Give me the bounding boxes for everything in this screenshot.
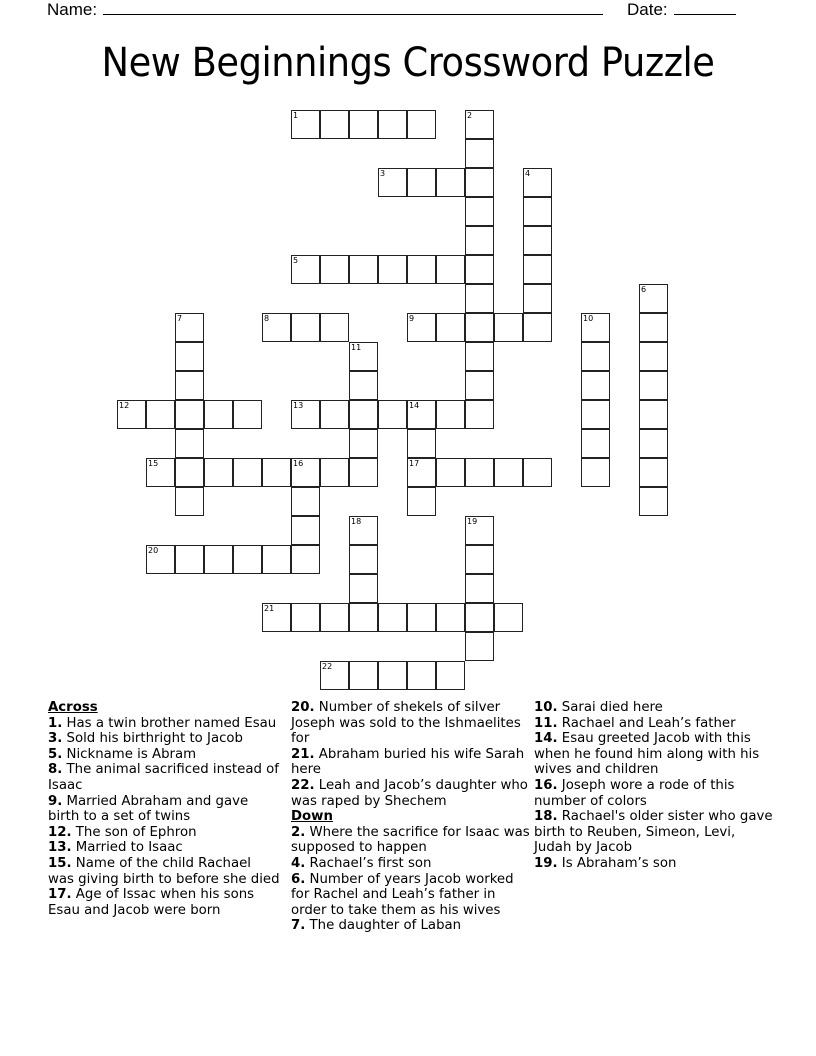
clue-text: Where the sacrifice for Isaac was supposed to happen xyxy=(291,824,530,856)
clue-text: Married Abraham and gave birth to a set of twins xyxy=(48,793,249,825)
down-clue xyxy=(534,700,774,716)
clue-number: 14. xyxy=(534,731,558,747)
grid-cell[interactable] xyxy=(581,313,610,342)
grid-cell[interactable] xyxy=(465,313,494,342)
clue-number: 11 xyxy=(351,343,362,352)
grid-cell[interactable] xyxy=(233,400,262,429)
grid-cell[interactable] xyxy=(436,458,465,487)
clue-number: 13 xyxy=(293,401,304,410)
grid-cell[interactable] xyxy=(407,400,436,429)
clue-text: Sold his birthright to Jacob xyxy=(62,731,243,747)
grid-cell[interactable] xyxy=(465,110,494,139)
clue-number: 16 xyxy=(293,459,304,468)
grid-cell[interactable] xyxy=(465,284,494,313)
clue-number: 8. xyxy=(48,762,63,778)
clue-number: 2 xyxy=(467,111,473,120)
grid-cell[interactable] xyxy=(291,255,320,284)
across-clue xyxy=(48,747,280,763)
grid-cell[interactable] xyxy=(465,168,494,197)
clue-text: The animal sacrificed instead of Isaac xyxy=(48,762,279,793)
grid-cell[interactable] xyxy=(465,371,494,400)
grid-cell[interactable] xyxy=(146,545,175,574)
clue-text: Joseph wore a rode of this number of colors xyxy=(534,777,735,809)
clue-text: Number of shekels of silver Joseph was sold to the Ishmaelites for xyxy=(291,700,521,747)
grid-cell[interactable] xyxy=(349,429,378,458)
grid-cell[interactable] xyxy=(204,400,233,429)
grid-cell[interactable] xyxy=(465,603,494,632)
clue-number: 6 xyxy=(641,285,647,294)
grid-cell[interactable] xyxy=(465,342,494,371)
clue-number: 21 xyxy=(264,604,275,613)
clue-number: 12 xyxy=(119,401,130,410)
clue-text: Number of years Jacob worked for Rachel and Leah’s father in order to take them as his wives xyxy=(291,871,514,918)
grid-cell[interactable] xyxy=(407,168,436,197)
across-clue xyxy=(48,856,280,887)
grid-cell[interactable] xyxy=(320,110,349,139)
clue-number: 18. xyxy=(534,809,558,825)
down-clue-list-continued xyxy=(534,700,774,872)
grid-cell[interactable] xyxy=(523,458,552,487)
clue-number: 13. xyxy=(48,840,72,856)
grid-cell[interactable] xyxy=(349,371,378,400)
grid-cell[interactable] xyxy=(465,632,494,661)
grid-cell[interactable] xyxy=(291,458,320,487)
grid-cell[interactable] xyxy=(291,487,320,516)
clue-number: 1. xyxy=(48,715,63,731)
clue-number: 10 xyxy=(583,314,594,323)
grid-cell[interactable] xyxy=(436,400,465,429)
grid-cell[interactable] xyxy=(291,110,320,139)
grid-cell[interactable] xyxy=(523,284,552,313)
clue-number: 18 xyxy=(351,517,362,526)
across-clue xyxy=(48,825,280,841)
grid-cell[interactable] xyxy=(262,458,291,487)
clue-number: 9 xyxy=(409,314,415,323)
grid-cell[interactable] xyxy=(175,371,204,400)
grid-cell[interactable] xyxy=(465,545,494,574)
grid-cell[interactable] xyxy=(146,400,175,429)
clue-text: Is Abraham’s son xyxy=(557,855,677,871)
grid-cell[interactable] xyxy=(349,110,378,139)
grid-cell[interactable] xyxy=(320,661,349,690)
grid-cell[interactable] xyxy=(407,313,436,342)
grid-cell[interactable] xyxy=(523,255,552,284)
grid-cell[interactable] xyxy=(465,255,494,284)
clue-text: Rachael's older sister who gave birth to Reuben, Simeon, Levi, Judah by Jacob xyxy=(534,809,773,856)
grid-cell[interactable] xyxy=(349,400,378,429)
clue-number: 14 xyxy=(409,401,420,410)
down-clue xyxy=(291,872,531,919)
grid-cell[interactable] xyxy=(262,313,291,342)
clue-number: 3 xyxy=(380,169,386,178)
clue-number: 6. xyxy=(291,871,306,887)
clue-number: 2. xyxy=(291,824,306,840)
grid-cell[interactable] xyxy=(320,458,349,487)
grid-cell[interactable] xyxy=(262,545,291,574)
clue-number: 3. xyxy=(48,731,63,747)
across-clue xyxy=(291,778,531,809)
grid-cell[interactable] xyxy=(581,342,610,371)
grid-cell[interactable] xyxy=(465,197,494,226)
name-label: Name: xyxy=(47,0,98,19)
grid-cell[interactable] xyxy=(523,313,552,342)
across-clue xyxy=(48,731,280,747)
clue-number: 11. xyxy=(534,715,558,731)
grid-cell[interactable] xyxy=(349,255,378,284)
page-title: New Beginnings Crossword Puzzle xyxy=(101,40,715,86)
clue-number: 19 xyxy=(467,517,478,526)
clues-column-2 xyxy=(291,700,531,934)
grid-cell[interactable] xyxy=(204,458,233,487)
clue-text: Married to Isaac xyxy=(71,840,183,856)
clue-text: Sarai died here xyxy=(557,700,663,715)
grid-cell[interactable] xyxy=(465,574,494,603)
grid-cell[interactable] xyxy=(349,458,378,487)
grid-cell[interactable] xyxy=(523,226,552,255)
clue-number: 4. xyxy=(291,855,306,871)
date-label: Date: xyxy=(627,0,668,19)
across-clue xyxy=(48,887,280,918)
across-clue xyxy=(48,840,280,856)
clue-text: The daughter of Laban xyxy=(305,918,462,934)
grid-cell[interactable] xyxy=(581,429,610,458)
grid-cell[interactable] xyxy=(349,661,378,690)
clue-number: 10. xyxy=(534,700,558,715)
across-clue xyxy=(48,794,280,825)
grid-cell[interactable] xyxy=(320,603,349,632)
grid-cell[interactable] xyxy=(494,313,523,342)
grid-cell[interactable] xyxy=(639,458,668,487)
grid-cell[interactable] xyxy=(175,458,204,487)
grid-cell[interactable] xyxy=(436,661,465,690)
across-clue xyxy=(48,716,280,732)
clue-number: 17. xyxy=(48,887,72,903)
grid-cell[interactable] xyxy=(436,603,465,632)
grid-cell[interactable] xyxy=(465,226,494,255)
clue-number: 7. xyxy=(291,918,306,934)
clue-number: 4 xyxy=(525,169,531,178)
grid-cell[interactable] xyxy=(291,603,320,632)
clues-column-3 xyxy=(534,700,774,872)
across-heading: Across xyxy=(48,700,98,715)
clue-number: 17 xyxy=(409,459,420,468)
clue-number: 15. xyxy=(48,855,72,871)
grid-cell[interactable] xyxy=(436,313,465,342)
grid-cell[interactable] xyxy=(639,487,668,516)
grid-cell[interactable] xyxy=(146,458,175,487)
grid-cell[interactable] xyxy=(175,429,204,458)
down-clue-list xyxy=(291,825,531,934)
grid-cell[interactable] xyxy=(320,400,349,429)
clue-number: 8 xyxy=(264,314,270,323)
grid-cell[interactable] xyxy=(175,342,204,371)
grid-cell[interactable] xyxy=(349,516,378,545)
clue-number: 1 xyxy=(293,111,299,120)
down-clue xyxy=(291,825,531,856)
grid-cell[interactable] xyxy=(175,313,204,342)
grid-cell[interactable] xyxy=(378,603,407,632)
clue-text: Age of Issac when his sons Esau and Jacob were born xyxy=(48,887,255,918)
grid-cell[interactable] xyxy=(639,429,668,458)
grid-cell[interactable] xyxy=(639,284,668,313)
grid-cell[interactable] xyxy=(117,400,146,429)
grid-cell[interactable] xyxy=(320,255,349,284)
grid-cell[interactable] xyxy=(320,313,349,342)
grid-cell[interactable] xyxy=(465,516,494,545)
clue-text: Has a twin brother named Esau xyxy=(62,715,277,731)
grid-cell[interactable] xyxy=(436,255,465,284)
across-clue-list xyxy=(48,716,280,919)
clue-text: Name of the child Rachael was giving birth to before she died xyxy=(48,855,280,887)
grid-cell[interactable] xyxy=(349,574,378,603)
grid-cell[interactable] xyxy=(407,110,436,139)
clue-number: 5. xyxy=(48,746,63,762)
grid-cell[interactable] xyxy=(233,545,262,574)
clue-text: The son of Ephron xyxy=(71,824,197,840)
grid-cell[interactable] xyxy=(349,603,378,632)
down-clue xyxy=(534,731,774,778)
grid-cell[interactable] xyxy=(378,661,407,690)
clue-number: 20 xyxy=(148,546,159,555)
clue-number: 7 xyxy=(177,314,183,323)
clue-number: 5 xyxy=(293,256,299,265)
down-clue xyxy=(534,778,774,809)
grid-cell[interactable] xyxy=(407,255,436,284)
grid-cell[interactable] xyxy=(581,458,610,487)
clue-text: Rachael and Leah’s father xyxy=(557,715,736,731)
across-clue xyxy=(291,700,531,747)
down-clue xyxy=(291,856,531,872)
clue-number: 22 xyxy=(322,662,333,671)
grid-cell[interactable] xyxy=(378,255,407,284)
grid-cell[interactable] xyxy=(436,168,465,197)
grid-cell[interactable] xyxy=(639,342,668,371)
grid-cell[interactable] xyxy=(639,371,668,400)
grid-cell[interactable] xyxy=(581,400,610,429)
across-clue-list-continued xyxy=(291,700,531,809)
clue-text: Esau greeted Jacob with this when he found him along with his wives and children xyxy=(534,731,760,778)
grid-cell[interactable] xyxy=(407,429,436,458)
clue-text: Rachael’s first son xyxy=(305,855,432,871)
grid-cell[interactable] xyxy=(639,400,668,429)
grid-cell[interactable] xyxy=(262,603,291,632)
grid-cell[interactable] xyxy=(407,487,436,516)
grid-cell[interactable] xyxy=(581,371,610,400)
clue-number: 12. xyxy=(48,824,72,840)
down-clue xyxy=(534,809,774,856)
grid-cell[interactable] xyxy=(407,603,436,632)
grid-cell[interactable] xyxy=(494,603,523,632)
across-clue xyxy=(291,747,531,778)
clue-number: 19. xyxy=(534,855,558,871)
clue-text: Nickname is Abram xyxy=(62,746,197,762)
clue-number: 16. xyxy=(534,777,558,793)
grid-cell[interactable] xyxy=(378,168,407,197)
grid-cell[interactable] xyxy=(175,545,204,574)
grid-cell[interactable] xyxy=(465,400,494,429)
grid-cell[interactable] xyxy=(523,197,552,226)
grid-cell[interactable] xyxy=(349,342,378,371)
grid-cell[interactable] xyxy=(378,400,407,429)
grid-cell[interactable] xyxy=(291,313,320,342)
clue-number: 15 xyxy=(148,459,159,468)
grid-cell[interactable] xyxy=(407,661,436,690)
grid-cell[interactable] xyxy=(349,545,378,574)
down-clue xyxy=(534,716,774,732)
grid-cell[interactable] xyxy=(175,487,204,516)
grid-cell[interactable] xyxy=(639,313,668,342)
grid-cell[interactable] xyxy=(291,545,320,574)
down-heading: Down xyxy=(291,809,333,825)
grid-cell[interactable] xyxy=(378,110,407,139)
grid-cell[interactable] xyxy=(204,545,233,574)
grid-cell[interactable] xyxy=(523,168,552,197)
clues-column-1 xyxy=(48,700,280,918)
clue-number: 21. xyxy=(291,746,315,762)
grid-cell[interactable] xyxy=(233,458,262,487)
clue-number: 22. xyxy=(291,777,315,793)
grid-cell[interactable] xyxy=(465,458,494,487)
across-clue xyxy=(48,762,280,793)
grid-cell[interactable] xyxy=(494,458,523,487)
grid-cell[interactable] xyxy=(465,139,494,168)
grid-cell[interactable] xyxy=(175,400,204,429)
down-clue xyxy=(291,918,531,934)
clue-text: Abraham buried his wife Sarah here xyxy=(291,746,525,778)
grid-cell[interactable] xyxy=(291,516,320,545)
grid-cell[interactable] xyxy=(407,458,436,487)
grid-cell[interactable] xyxy=(291,400,320,429)
clue-number: 20. xyxy=(291,700,315,715)
down-clue xyxy=(534,856,774,872)
clue-text: Leah and Jacob’s daughter who was raped by Shechem xyxy=(291,777,528,809)
clue-number: 9. xyxy=(48,793,63,809)
